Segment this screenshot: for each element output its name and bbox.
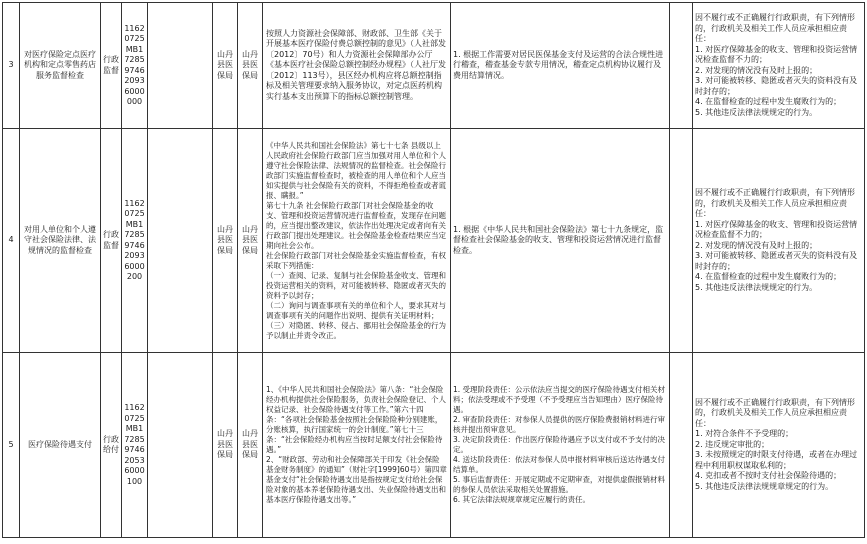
item-code	[122, 353, 148, 538]
accountability-items	[693, 129, 865, 353]
blank-cell	[670, 3, 693, 129]
responsible-subject: 山丹县医保局	[238, 129, 263, 353]
responsibility-items	[451, 3, 670, 129]
accountability-line: 5. 其他违反法律法规规章规定的行为。	[695, 481, 834, 491]
accountability-line: 2. 对发现的情况没有及时上报的；	[695, 240, 818, 250]
accountability-line: 4. 在监督检查的过程中发生腐败行为的；	[695, 97, 842, 106]
implementing-subject: 山丹县医保局	[213, 353, 238, 538]
responsibility-paragraph: 3. 决定阶段责任：作出医疗保险待遇应予以支付或不予支付的决定。	[453, 435, 666, 454]
item-code	[122, 129, 148, 353]
accountability-line: 因不履行或不正确履行行政职责，有下列情形的，行政机关及相关工作人员应承担相应责任：	[695, 397, 855, 428]
accountability-line: 2. 违反规定审批的；	[695, 439, 770, 449]
responsibility-paragraph: 1. 受理阶段责任：公示依法应当提交的医疗保险待遇支付相关材料；依法受理或不予受理（不予受理应当告知理由）医疗保险待遇。	[453, 385, 666, 414]
accountability-line: 4. 在监督检查的过程中发生腐败行为的；	[695, 272, 842, 281]
item-code-text: 11620725MB17285974620936000000	[124, 23, 145, 106]
responsibility-items	[451, 129, 670, 353]
blank-cell	[148, 353, 213, 538]
legal-basis	[263, 3, 451, 129]
accountability-items	[693, 3, 865, 129]
item-type: 行政给付	[101, 353, 122, 538]
accountability-line: 1. 对符合条件不予受理的；	[695, 429, 794, 439]
accountability-line: 2. 对发现的情况没有及时上报的；	[695, 65, 818, 75]
accountability-line: 4. 克扣或者不按时支付社会保险待遇的；	[695, 471, 842, 481]
basis-paragraph: （三）对隐匿、转移、侵占、挪用社会保险基金的行为予以制止并责令改正。	[266, 320, 446, 340]
basis-paragraph: 1、《中华人民共和国社会保险法》第八条：“社会保险经办机构提供社会保险服务，负责社会保险登记、个人权益记录、社会保险待遇支付等工作。”第六十四条：“各项社会保险基金按照社会保险险种分别建账，分账核算，执行国家统一的会计制度。”第七十三条：“社会保险经办机构应当按时足额支付社会保险待遇。”	[266, 385, 446, 454]
power-list-table	[2, 2, 865, 538]
accountability-line: 因不履行或不正确履行行政职责，有下列情形的，行政机关及相关工作人员应承担相应责任：	[695, 188, 855, 218]
table-row	[3, 353, 865, 538]
item-name: 医疗保险待遇支付	[20, 353, 101, 538]
responsibility-paragraph: 1. 根据《中华人民共和国社会保险法》第七十九条规定，监督检查社会保险基金的收支、管理和投资运营情况进行监督检查。	[453, 224, 664, 255]
implementing-subject: 山丹县医保局	[213, 129, 238, 353]
responsible-subject: 山丹县医保局	[238, 353, 263, 538]
accountability-line: 1. 对医疗保障基金的收支、管理和投资运营情况检查监督不力的；	[695, 44, 858, 64]
row-number: 5	[3, 353, 20, 538]
accountability-line: 因不履行或不正确履行行政职责，有下列情形的，行政机关及相关工作人员应承担相应责任：	[695, 13, 855, 43]
accountability-items	[693, 353, 865, 538]
responsibility-paragraph: 2. 审查阶段责任：对参保人员提供的医疗保险费报销材料进行审核并提出预审意见。	[453, 415, 666, 434]
table-row	[3, 129, 865, 353]
table-row	[3, 3, 865, 129]
responsibility-paragraph: 5. 事后监督责任：开展定期或不定期审查，对提供虚假报销材料的参保人员依法采取相关处置措施。	[453, 475, 666, 494]
basis-paragraph: （一）查阅、记录、复制与社会保险基金收支、管理和投资运营相关的资料，对可能被转移、隐匿或者灭失的资料予以封存；	[266, 270, 446, 300]
basis-paragraph: 2、“财政部、劳动和社会保障部关于印发《社会保险基金财务制度》的通知”（财社字[1999]60号）第四章 基金支付“社会保险待遇支出是指按规定支付给社会保险对象的基本养老保险待遇支出、失业保险待遇支出和基本医疗保险待遇支出等。”	[266, 455, 447, 504]
basis-paragraph: 社会保险行政部门对社会保险基金实施监督检查，有权采取下列措施：	[266, 250, 446, 270]
responsible-subject: 山丹县医保局	[238, 3, 263, 129]
legal-basis	[263, 129, 451, 353]
item-code-text: 11620725MB17285974620936000200	[124, 198, 145, 281]
blank-cell	[148, 129, 213, 353]
row-number: 4	[3, 129, 20, 353]
responsibility-paragraph: 4. 送达阶段责任：依法对参保人员申报材料审核后送达待遇支付结算单。	[453, 455, 666, 474]
accountability-line: 3. 对可能被转移、隐匿或者灭失的资料没有及时封存的；	[695, 251, 858, 271]
item-code-text: 11620725MB17285974620536000100	[124, 403, 145, 486]
implementing-subject: 山丹县医保局	[213, 3, 238, 129]
responsibility-paragraph: 6. 其它法律法规规章规定应履行的责任。	[453, 495, 591, 504]
item-name: 对医疗保险定点医疗机构和定点零售药店服务监督检查	[20, 3, 101, 129]
accountability-line: 1. 对医疗保障基金的收支、管理和投资运营情况检查监督不力的；	[695, 219, 858, 239]
blank-cell	[670, 353, 693, 538]
responsibility-paragraph: 1. 根据工作需要对居民医保基金支付及运营的合法合规性进行稽查，稽查基金专款专用情况，稽查定点机构协议履行及费用结算情况。	[453, 49, 664, 80]
accountability-line: 5. 其他违反法律法规规定的行为。	[695, 107, 818, 117]
accountability-line: 3. 未按照规定的时限支付待遇，或者在办理过程中利用职权谋取私利的；	[695, 450, 858, 470]
item-name: 对用人单位和个人遵守社会保险法律、法规情况的监督检查	[20, 129, 101, 353]
item-type: 行政监督	[101, 129, 122, 353]
row-number: 3	[3, 3, 20, 129]
accountability-line: 5. 其他违反法律法规规定的行为。	[695, 282, 818, 292]
legal-basis	[263, 353, 451, 538]
item-code	[122, 3, 148, 129]
item-type: 行政监督	[101, 3, 122, 129]
basis-paragraph: （二）询问与调查事项有关的单位和个人，要求其对与调查事项有关的问题作出说明、提供有关证明材料；	[266, 300, 446, 320]
accountability-line: 3. 对可能被转移、隐匿或者灭失的资料没有及时封存的；	[695, 76, 858, 96]
basis-paragraph: 第七十九条 社会保险行政部门对社会保险基金的收支、管理和投资运营情况进行监督检查，发现存在问题的，应当提出整改建议，依法作出处理决定或者向有关行政部门提出处理建议。社会保险基金检查结果应当定期向社会公布。	[266, 200, 446, 250]
blank-cell	[670, 129, 693, 353]
basis-paragraph: 按照人力资源社会保障部、财政部、卫生部《关于开展基本医疗保险付费总额控制的意见》（人社部发〔2012〕70号）和人力资源社会保障部办公厅《基本医疗社会保险总额控制经办规程》（人社厅发〔2012〕113号），县区经办机构应将总额控制指标及相关管理要求纳入服务协议，对定点医药机构实行基本支出预算下的指标总额控制管理。	[266, 28, 446, 101]
basis-paragraph: 《中华人民共和国社会保险法》第七十七条 县级以上人民政府社会保险行政部门应当加强对用人单位和个人遵守社会保险法律、法规情况的监督检查。社会保险行政部门实施监督检查时，被检查的用人单位和个人应当如实提供与社会保险有关的资料，不得拒绝检查或者谎报、瞒报。”	[266, 140, 446, 200]
responsibility-items	[451, 353, 670, 538]
blank-cell	[148, 3, 213, 129]
